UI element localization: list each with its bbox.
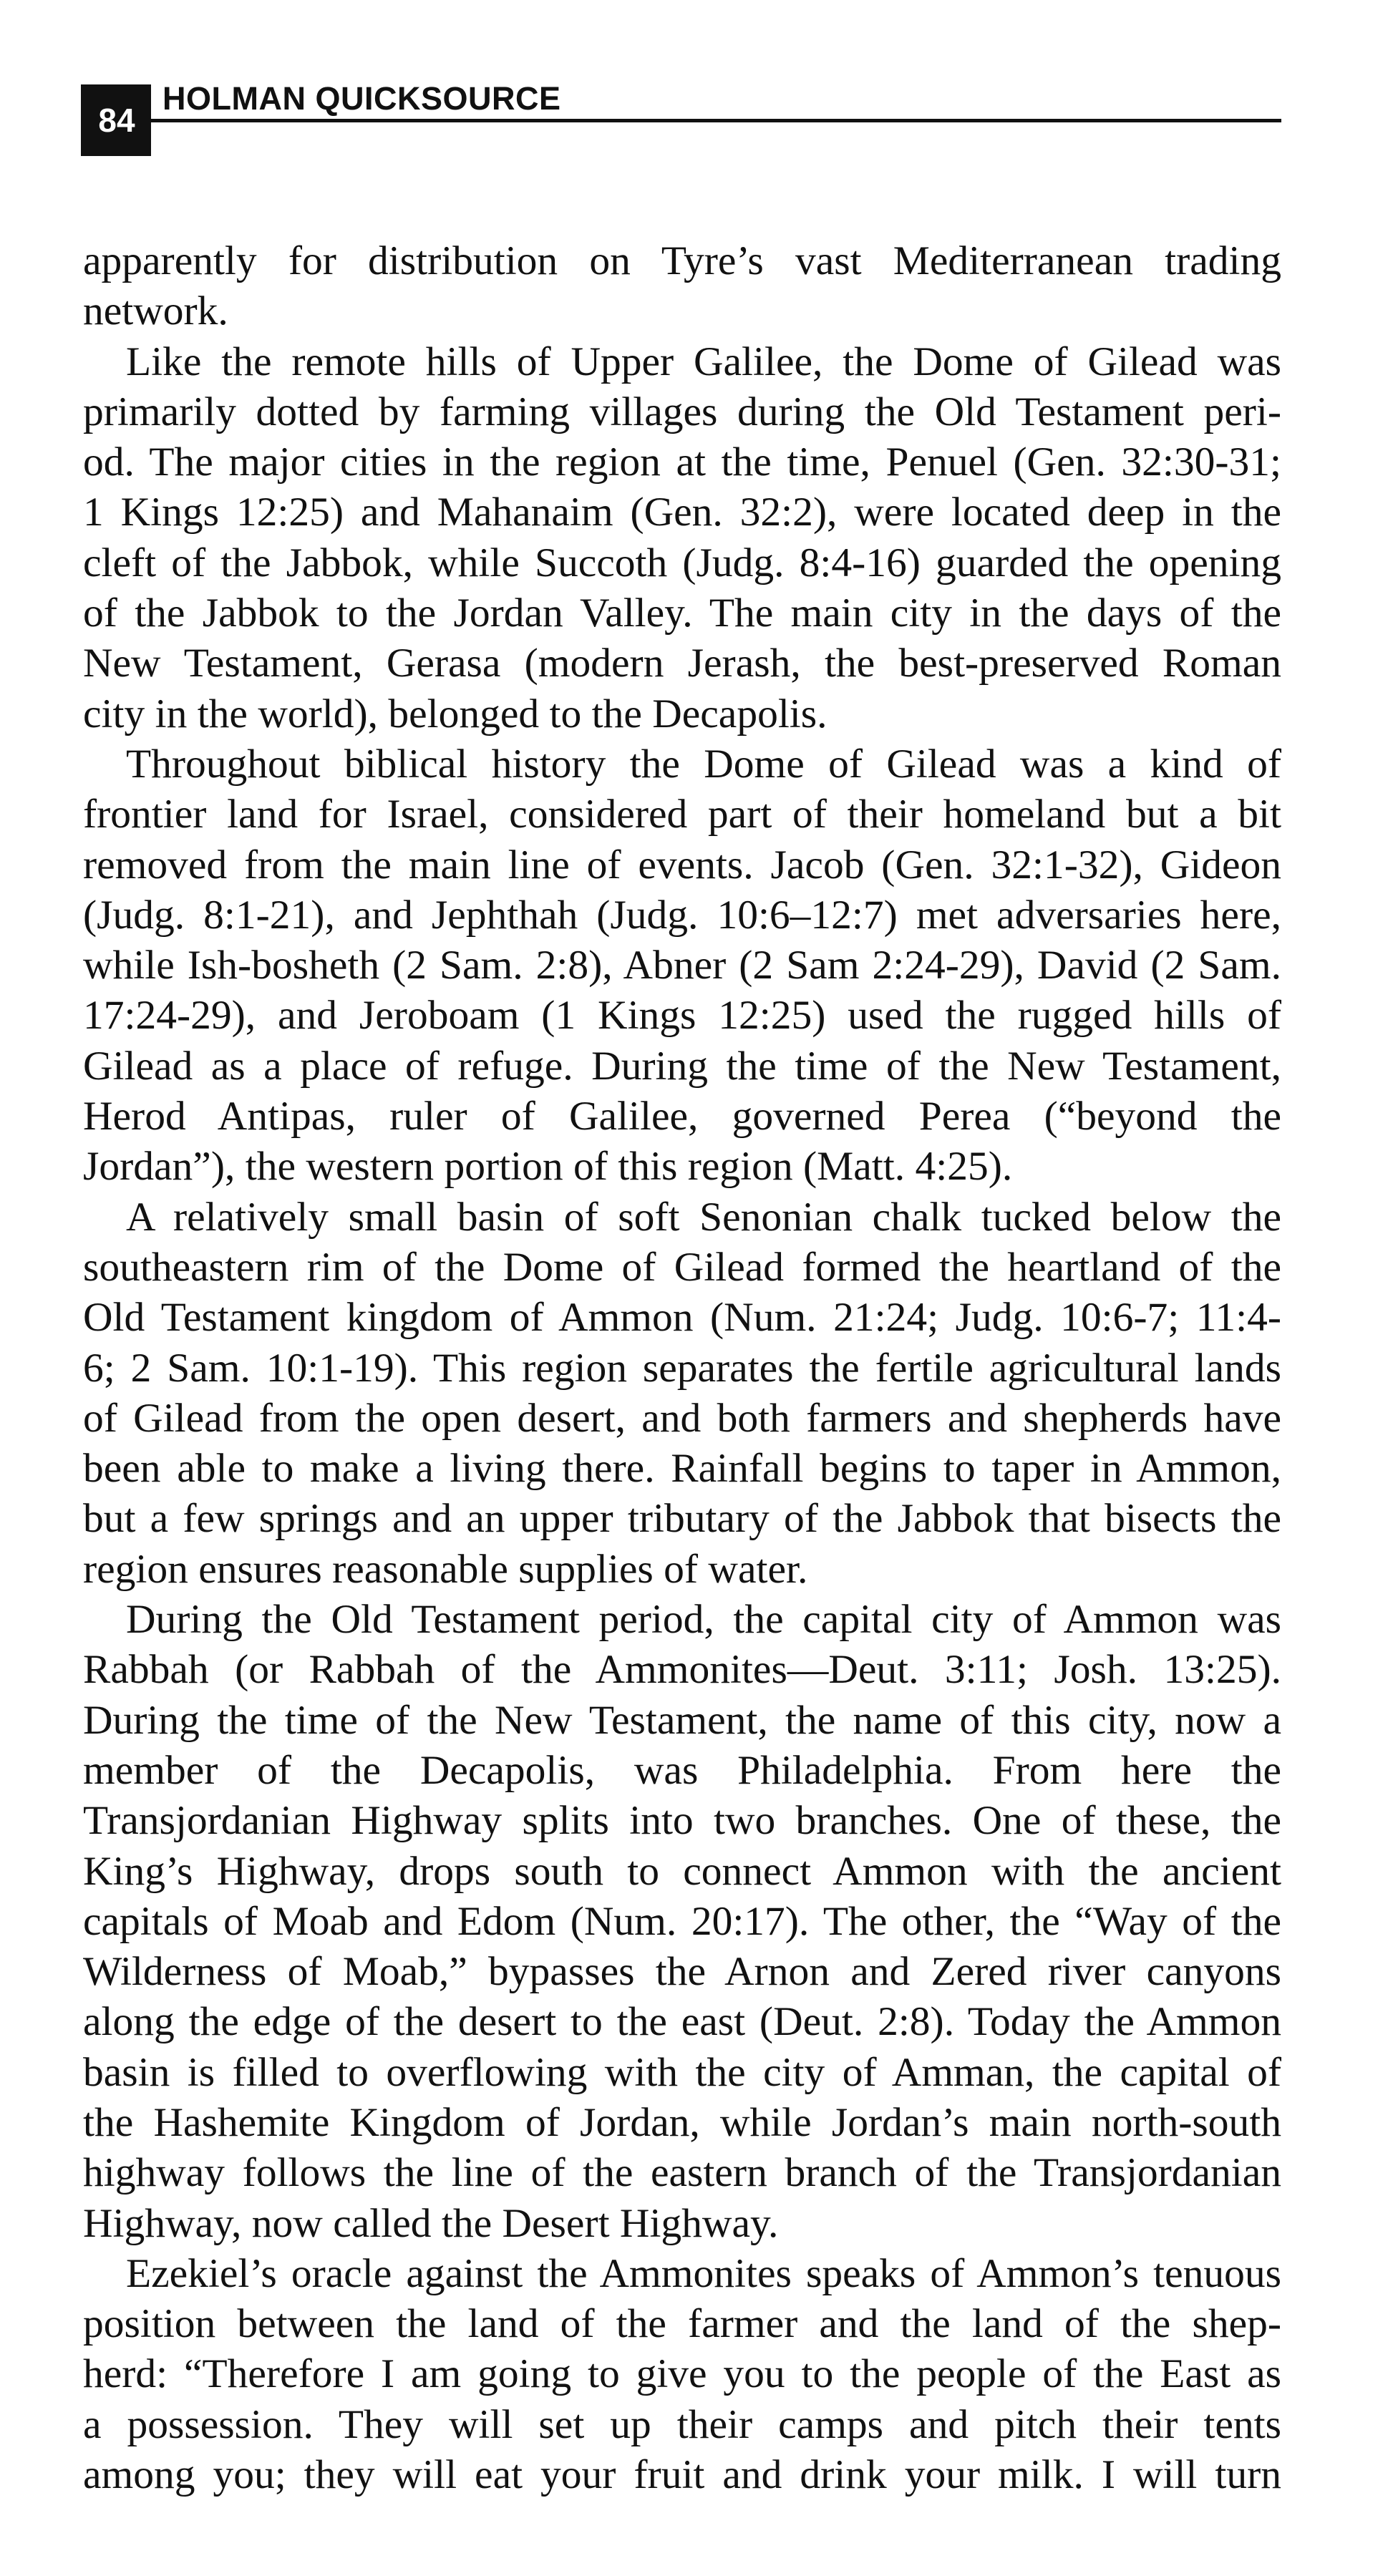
text-line: while Ish-bosheth (2 Sam. 2:8), Abner (2 Sam 2:24-29), David (2 Sam.: [83, 943, 1281, 988]
text-line: Rabbah (or Rabbah of the Ammonites—Deut. 3:11; Josh. 13:25).: [83, 1647, 1281, 1693]
text-line: of Gilead from the open desert, and both farmers and shepherds have: [83, 1395, 1281, 1441]
text-line: Throughout biblical history the Dome of Gilead was a kind of: [126, 741, 1281, 787]
page-number: 84: [81, 84, 151, 156]
text-line: herd: “Therefore I am going to give you to the people of the East as: [83, 2351, 1281, 2397]
text-line: A relatively small basin of soft Senonian chalk tucked below the: [126, 1194, 1281, 1240]
text-line: but a few springs and an upper tributary of the Jabbok that bisects the: [83, 1496, 1281, 1542]
text-line: capitals of Moab and Edom (Num. 20:17). The other, the “Way of the: [83, 1898, 1281, 1944]
text-line: Transjordanian Highway splits into two branches. One of these, the: [83, 1798, 1281, 1844]
text-line: among you; they will eat your fruit and drink your milk. I will turn: [83, 2452, 1281, 2498]
text-line: position between the land of the farmer and the land of the shep-: [83, 2301, 1281, 2347]
text-line: Old Testament kingdom of Ammon (Num. 21:24; Judg. 10:6-7; 11:4-: [83, 1295, 1281, 1341]
text-line: apparently for distribution on Tyre’s vast Mediterranean trading: [83, 238, 1281, 283]
text-line: Gilead as a place of refuge. During the time of the New Testament,: [83, 1043, 1281, 1089]
text-line: southeastern rim of the Dome of Gilead formed the heartland of the: [83, 1244, 1281, 1290]
text-line: city in the world), belonged to the Decapolis.: [83, 691, 827, 737]
text-line: od. The major cities in the region at the time, Penuel (Gen. 32:30-31;: [83, 439, 1281, 485]
text-line: along the edge of the desert to the east (Deut. 2:8). Today the Ammon: [83, 1999, 1281, 2045]
text-line: the Hashemite Kingdom of Jordan, while Jordan’s main north-south: [83, 2099, 1281, 2145]
text-line: During the time of the New Testament, the name of this city, now a: [83, 1697, 1281, 1743]
text-line: Wilderness of Moab,” bypasses the Arnon and Zered river canyons: [83, 1949, 1281, 1995]
text-line: primarily dotted by farming villages during the Old Testament peri-: [83, 389, 1281, 434]
header-rule: [151, 119, 1281, 122]
text-line: highway follows the line of the eastern branch of the Transjordanian: [83, 2150, 1281, 2196]
text-line: 17:24-29), and Jeroboam (1 Kings 12:25) used the rugged hills of: [83, 993, 1281, 1039]
text-line: removed from the main line of events. Jacob (Gen. 32:1-32), Gideon: [83, 842, 1281, 888]
text-line: Like the remote hills of Upper Galilee, the Dome of Gilead was: [126, 339, 1281, 384]
text-line: Jordan”), the western portion of this region (Matt. 4:25).: [83, 1144, 1013, 1190]
text-line: region ensures reasonable supplies of water.: [83, 1546, 808, 1592]
text-line: been able to make a living there. Rainfall begins to taper in Ammon,: [83, 1446, 1281, 1492]
text-line: network.: [83, 288, 228, 334]
text-line: a possession. They will set up their camps and pitch their tents: [83, 2401, 1281, 2447]
text-line: Herod Antipas, ruler of Galilee, governed Perea (“beyond the: [83, 1094, 1281, 1139]
text-line: New Testament, Gerasa (modern Jerash, the best-preserved Roman: [83, 641, 1281, 686]
text-line: cleft of the Jabbok, while Succoth (Judg. 8:4-16) guarded the opening: [83, 540, 1281, 585]
text-line: basin is filled to overflowing with the city of Amman, the capital of: [83, 2049, 1281, 2095]
text-line: 1 Kings 12:25) and Mahanaim (Gen. 32:2), were located deep in the: [83, 490, 1281, 535]
text-line: (Judg. 8:1-21), and Jephthah (Judg. 10:6–12:7) met adversaries here,: [83, 892, 1281, 938]
text-line: frontier land for Israel, considered part of their homeland but a bit: [83, 792, 1281, 837]
text-line: During the Old Testament period, the capital city of Ammon was: [126, 1597, 1281, 1643]
text-line: King’s Highway, drops south to connect Ammon with the ancient: [83, 1848, 1281, 1894]
text-line: Ezekiel’s oracle against the Ammonites speaks of Ammon’s tenuous: [126, 2250, 1281, 2296]
text-line: 6; 2 Sam. 10:1-19). This region separates the fertile agricultural lands: [83, 1345, 1281, 1391]
body-text: [83, 236, 1281, 2500]
running-title: HOLMAN QUICKSOURCE: [162, 80, 561, 117]
text-line: Highway, now called the Desert Highway.: [83, 2200, 779, 2246]
text-line: member of the Decapolis, was Philadelphia. From here the: [83, 1747, 1281, 1793]
text-line: of the Jabbok to the Jordan Valley. The main city in the days of the: [83, 590, 1281, 636]
